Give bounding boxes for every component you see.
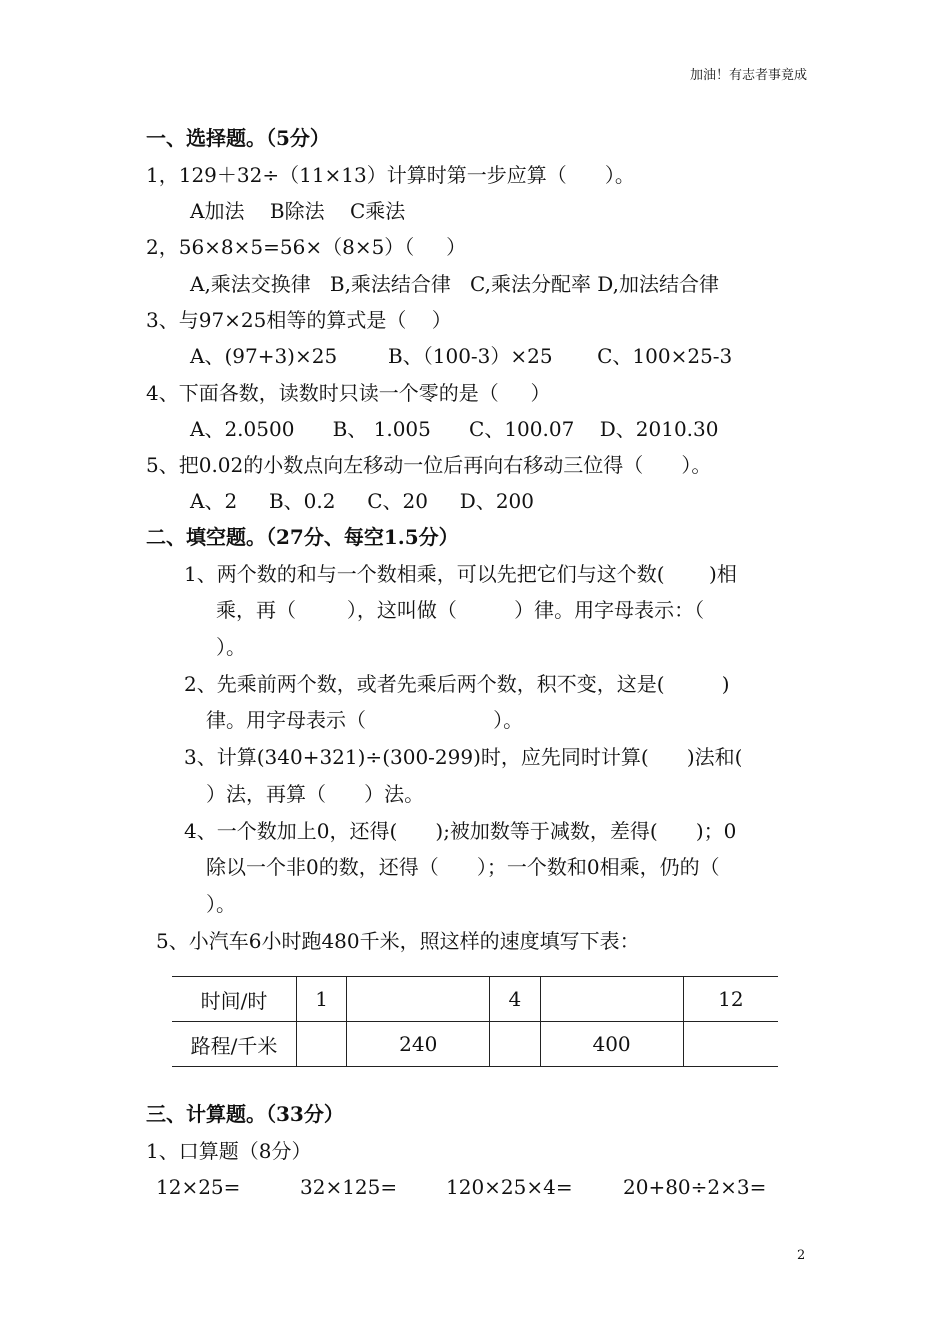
s1-question-5-options: A、2 B、0.2 C、20 D、200 [190, 489, 534, 513]
s1-question-3: 3、与97×25相等的算式是（ ） [146, 308, 452, 332]
section3-title: 三、计算题。（33分） [146, 1102, 344, 1126]
s1-question-1-options: A加法 B除法 C乘法 [190, 199, 406, 223]
s2-question-2-line2: 律。用字母表示（ ）。 [206, 708, 524, 732]
page-number: 2 [797, 1248, 806, 1263]
s2-question-4-line2: 除以一个非0的数，还得（ ）；一个数和0相乘，仍的（ [206, 855, 720, 879]
s3-expr-2: 32×125= [300, 1175, 398, 1199]
table-cell: 12 [683, 977, 778, 1022]
s2-question-4-line1: 4、一个数加上0，还得( );被加数等于减数，差得( )；0 [184, 819, 737, 843]
table-cell-blank [297, 1022, 347, 1067]
table-row-time [172, 977, 778, 1022]
table-row-distance [172, 1022, 778, 1067]
s2-question-1-line3: ）。 [216, 635, 246, 659]
section2-title: 二、填空题。（27分、每空1.5分） [146, 525, 459, 549]
s1-question-5: 5、把0.02的小数点向左移动一位后再向右移动三位得（ ）。 [146, 453, 712, 477]
table-cell-blank [347, 977, 490, 1022]
s3-expr-1: 12×25= [156, 1175, 241, 1199]
table-cell-blank [540, 977, 683, 1022]
s1-question-2-options: A,乘法交换律 B,乘法结合律 C,乘法分配率 D,加法结合律 [190, 272, 719, 296]
page-header-motto: 加油！有志者事竟成 [689, 68, 807, 83]
s3-expr-3: 120×25×4= [446, 1175, 573, 1199]
table-cell-blank [490, 1022, 540, 1067]
table-cell: 路程/千米 [172, 1022, 297, 1067]
speed-table [172, 976, 778, 1067]
s2-question-5: 5、小汽车6小时跑480千米，照这样的速度填写下表： [156, 929, 640, 953]
table-cell: 时间/时 [172, 977, 297, 1022]
s1-question-4: 4、下面各数，读数时只读一个零的是（ ） [146, 381, 551, 405]
s2-question-2-line1: 2、先乘前两个数，或者先乘后两个数，积不变，这是( ) [184, 672, 730, 696]
table-cell: 4 [490, 977, 540, 1022]
s2-question-4-line3: ）。 [206, 892, 236, 916]
table-cell: 400 [540, 1022, 683, 1067]
s2-question-3-line2: ）法，再算（ ）法。 [206, 782, 425, 806]
s2-question-1-line2: 乘，再（ ），这叫做（ ）律。用字母表示：（ [216, 598, 705, 622]
s1-question-4-options: A、2.0500 B、 1.005 C、100.07 D、2010.30 [190, 417, 719, 441]
table-cell: 1 [297, 977, 347, 1022]
s1-question-2: 2，56×8×5=56×（8×5）（ ） [146, 235, 467, 259]
section1-title: 一、选择题。（5分） [146, 126, 330, 150]
table-cell: 240 [347, 1022, 490, 1067]
s1-question-3-options: A、(97+3)×25 B、（100-3）×25 C、100×25-3 [190, 344, 733, 368]
s2-question-1-line1: 1、两个数的和与一个数相乘，可以先把它们与这个数( )相 [184, 562, 737, 586]
s1-question-1: 1，129＋32÷（11×13）计算时第一步应算（ ）。 [146, 163, 635, 187]
s3-question-1: 1、口算题（8分） [146, 1139, 312, 1163]
s2-question-3-line1: 3、计算(340+321)÷(300-299)时，应先同时计算( )法和( [184, 745, 743, 769]
s3-expr-4: 20+80÷2×3= [623, 1175, 767, 1199]
table-cell-blank [683, 1022, 778, 1067]
